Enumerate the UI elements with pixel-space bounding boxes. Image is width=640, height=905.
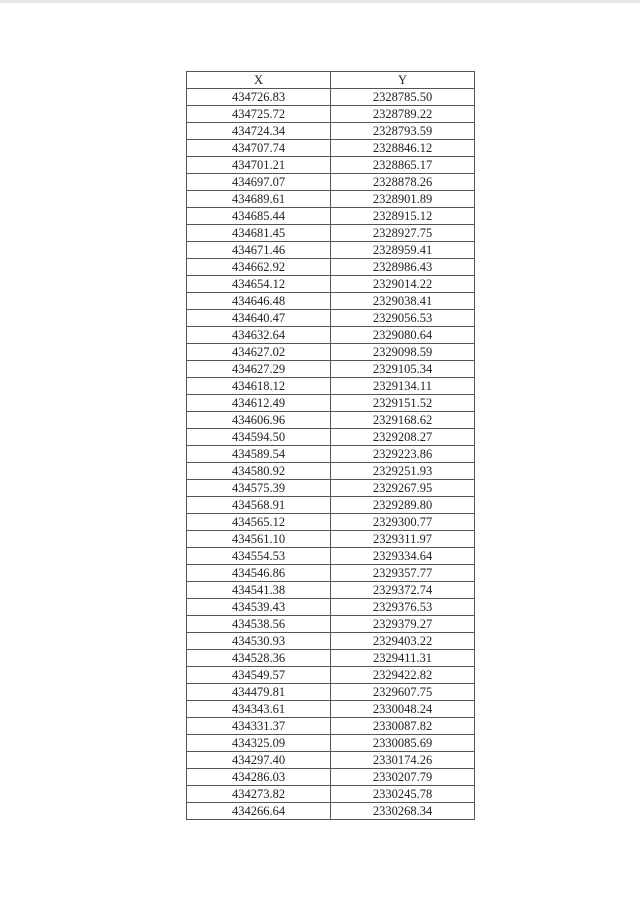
cell-y: 2329311.97 bbox=[331, 531, 475, 548]
table-row bbox=[187, 752, 475, 769]
cell-y: 2329098.59 bbox=[331, 344, 475, 361]
cell-y: 2329267.95 bbox=[331, 480, 475, 497]
cell-x: 434549.57 bbox=[187, 667, 331, 684]
cell-x: 434325.09 bbox=[187, 735, 331, 752]
cell-y: 2329105.34 bbox=[331, 361, 475, 378]
table-row bbox=[187, 208, 475, 225]
cell-y: 2329379.27 bbox=[331, 616, 475, 633]
table-row bbox=[187, 395, 475, 412]
table-row bbox=[187, 378, 475, 395]
table-row bbox=[187, 582, 475, 599]
cell-y: 2329357.77 bbox=[331, 565, 475, 582]
table-row bbox=[187, 616, 475, 633]
table-row bbox=[187, 140, 475, 157]
table-row bbox=[187, 89, 475, 106]
table-row bbox=[187, 565, 475, 582]
cell-x: 434589.54 bbox=[187, 446, 331, 463]
table-row bbox=[187, 191, 475, 208]
cell-x: 434286.03 bbox=[187, 769, 331, 786]
cell-x: 434594.50 bbox=[187, 429, 331, 446]
cell-y: 2329151.52 bbox=[331, 395, 475, 412]
cell-y: 2329038.41 bbox=[331, 293, 475, 310]
cell-x: 434707.74 bbox=[187, 140, 331, 157]
table-row bbox=[187, 123, 475, 140]
cell-y: 2329372.74 bbox=[331, 582, 475, 599]
cell-x: 434546.86 bbox=[187, 565, 331, 582]
cell-x: 434654.12 bbox=[187, 276, 331, 293]
cell-x: 434273.82 bbox=[187, 786, 331, 803]
cell-x: 434554.53 bbox=[187, 548, 331, 565]
cell-x: 434646.48 bbox=[187, 293, 331, 310]
cell-y: 2329607.75 bbox=[331, 684, 475, 701]
cell-x: 434266.64 bbox=[187, 803, 331, 820]
cell-y: 2330245.78 bbox=[331, 786, 475, 803]
cell-x: 434724.34 bbox=[187, 123, 331, 140]
table-row bbox=[187, 157, 475, 174]
cell-y: 2328915.12 bbox=[331, 208, 475, 225]
table-row bbox=[187, 633, 475, 650]
table-row bbox=[187, 446, 475, 463]
cell-x: 434612.49 bbox=[187, 395, 331, 412]
cell-y: 2328959.41 bbox=[331, 242, 475, 259]
cell-y: 2330087.82 bbox=[331, 718, 475, 735]
cell-y: 2329208.27 bbox=[331, 429, 475, 446]
table-row bbox=[187, 310, 475, 327]
table-row bbox=[187, 344, 475, 361]
table-row bbox=[187, 599, 475, 616]
table-body bbox=[187, 89, 475, 820]
cell-x: 434561.10 bbox=[187, 531, 331, 548]
cell-y: 2329080.64 bbox=[331, 327, 475, 344]
cell-y: 2329014.22 bbox=[331, 276, 475, 293]
cell-x: 434538.56 bbox=[187, 616, 331, 633]
table-row bbox=[187, 786, 475, 803]
cell-x: 434632.64 bbox=[187, 327, 331, 344]
cell-y: 2329300.77 bbox=[331, 514, 475, 531]
cell-x: 434297.40 bbox=[187, 752, 331, 769]
cell-y: 2329223.86 bbox=[331, 446, 475, 463]
cell-x: 434725.72 bbox=[187, 106, 331, 123]
table-row bbox=[187, 429, 475, 446]
table-row bbox=[187, 463, 475, 480]
table-row bbox=[187, 684, 475, 701]
table-row bbox=[187, 497, 475, 514]
cell-y: 2329411.31 bbox=[331, 650, 475, 667]
cell-x: 434701.21 bbox=[187, 157, 331, 174]
cell-x: 434627.02 bbox=[187, 344, 331, 361]
cell-y: 2328901.89 bbox=[331, 191, 475, 208]
cell-y: 2330174.26 bbox=[331, 752, 475, 769]
table-header bbox=[187, 72, 475, 89]
table-row bbox=[187, 531, 475, 548]
cell-y: 2329056.53 bbox=[331, 310, 475, 327]
cell-y: 2329422.82 bbox=[331, 667, 475, 684]
cell-y: 2329289.80 bbox=[331, 497, 475, 514]
cell-x: 434530.93 bbox=[187, 633, 331, 650]
table-row bbox=[187, 174, 475, 191]
table-row bbox=[187, 225, 475, 242]
page-top-edge bbox=[0, 0, 640, 3]
cell-y: 2328878.26 bbox=[331, 174, 475, 191]
header-row bbox=[187, 72, 475, 89]
cell-x: 434575.39 bbox=[187, 480, 331, 497]
table-row bbox=[187, 327, 475, 344]
table-row bbox=[187, 548, 475, 565]
cell-y: 2329376.53 bbox=[331, 599, 475, 616]
table-row bbox=[187, 259, 475, 276]
cell-x: 434580.92 bbox=[187, 463, 331, 480]
cell-x: 434627.29 bbox=[187, 361, 331, 378]
table-row bbox=[187, 514, 475, 531]
table-row bbox=[187, 701, 475, 718]
cell-y: 2329251.93 bbox=[331, 463, 475, 480]
cell-x: 434331.37 bbox=[187, 718, 331, 735]
cell-x: 434697.07 bbox=[187, 174, 331, 191]
cell-y: 2329134.11 bbox=[331, 378, 475, 395]
cell-x: 434479.81 bbox=[187, 684, 331, 701]
header-y: Y bbox=[331, 72, 475, 89]
cell-x: 434685.44 bbox=[187, 208, 331, 225]
cell-y: 2329334.64 bbox=[331, 548, 475, 565]
cell-x: 434689.61 bbox=[187, 191, 331, 208]
table-row bbox=[187, 293, 475, 310]
cell-x: 434539.43 bbox=[187, 599, 331, 616]
table-row bbox=[187, 650, 475, 667]
table-row bbox=[187, 769, 475, 786]
cell-y: 2328789.22 bbox=[331, 106, 475, 123]
cell-y: 2328846.12 bbox=[331, 140, 475, 157]
cell-x: 434726.83 bbox=[187, 89, 331, 106]
cell-y: 2330268.34 bbox=[331, 803, 475, 820]
cell-x: 434343.61 bbox=[187, 701, 331, 718]
table-row bbox=[187, 480, 475, 497]
cell-x: 434568.91 bbox=[187, 497, 331, 514]
cell-y: 2328793.59 bbox=[331, 123, 475, 140]
cell-y: 2329168.62 bbox=[331, 412, 475, 429]
cell-y: 2329403.22 bbox=[331, 633, 475, 650]
cell-y: 2328986.43 bbox=[331, 259, 475, 276]
table-row bbox=[187, 803, 475, 820]
cell-x: 434681.45 bbox=[187, 225, 331, 242]
table-row bbox=[187, 276, 475, 293]
table-row bbox=[187, 361, 475, 378]
cell-x: 434565.12 bbox=[187, 514, 331, 531]
table-row bbox=[187, 412, 475, 429]
table-row bbox=[187, 735, 475, 752]
cell-y: 2330048.24 bbox=[331, 701, 475, 718]
header-x: X bbox=[187, 72, 331, 89]
cell-y: 2328785.50 bbox=[331, 89, 475, 106]
cell-x: 434541.38 bbox=[187, 582, 331, 599]
cell-y: 2328927.75 bbox=[331, 225, 475, 242]
cell-x: 434618.12 bbox=[187, 378, 331, 395]
cell-x: 434640.47 bbox=[187, 310, 331, 327]
table-row bbox=[187, 667, 475, 684]
table-row bbox=[187, 242, 475, 259]
cell-y: 2330085.69 bbox=[331, 735, 475, 752]
cell-x: 434671.46 bbox=[187, 242, 331, 259]
cell-x: 434606.96 bbox=[187, 412, 331, 429]
cell-y: 2330207.79 bbox=[331, 769, 475, 786]
cell-y: 2328865.17 bbox=[331, 157, 475, 174]
cell-x: 434528.36 bbox=[187, 650, 331, 667]
coordinates-table bbox=[186, 71, 475, 820]
table-row bbox=[187, 106, 475, 123]
table-row bbox=[187, 718, 475, 735]
cell-x: 434662.92 bbox=[187, 259, 331, 276]
